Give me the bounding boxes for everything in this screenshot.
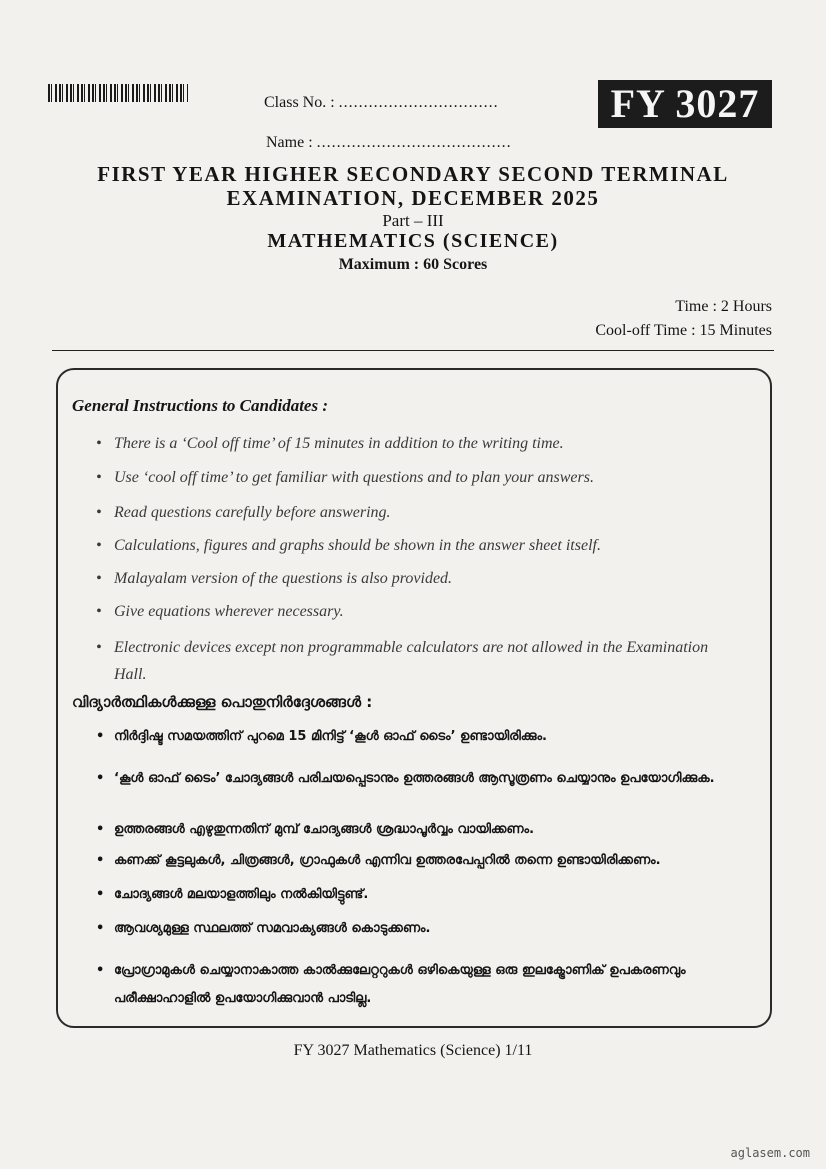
class-no-label: Class No. : [264, 94, 339, 111]
exam-part: Part – III [382, 211, 444, 230]
instruction-item: • Use ‘cool off time’ to get familiar with questions and to plan your answers. [96, 469, 736, 487]
instruction-item: • Malayalam version of the questions is also provided. [96, 570, 736, 588]
instruction-ml-list [96, 921, 736, 936]
instruction-item: • Electronic devices except non programmable calculators are not allowed in the Examination Hall. [96, 634, 736, 688]
instruction-ml-list [96, 957, 736, 1013]
class-no-dots: ................................ [338, 94, 499, 111]
cool-off-time: Cool-off Time : 15 Minutes [595, 322, 772, 339]
name-label: Name : [266, 134, 317, 151]
instruction-ml-item: • ഉത്തരങ്ങൾ എഴുതുന്നതിന് മുമ്പ് ചോദ്യങ്ങൾ ശ്രദ്ധാപൂർവ്വം വായിക്കണം. [96, 822, 736, 837]
instruction-item: • Give equations wherever necessary. [96, 603, 736, 621]
instruction-list [96, 570, 736, 588]
instruction-item: • There is a ‘Cool off time’ of 15 minutes in addition to the writing time. [96, 435, 736, 453]
barcode [48, 84, 188, 102]
instruction-list [96, 504, 736, 522]
header-divider [52, 350, 774, 351]
exam-title-line2: EXAMINATION, DECEMBER 2025 [226, 186, 600, 210]
instruction-ml-item: • പ്രോഗ്രാമുകൾ ചെയ്യാനാകാത്ത കാൽക്കുലേറ്ററുകൾ ഒഴികെയുള്ള ഒരു ഇലക്ട്രോണിക് ഉപകരണവും പരീക്ഷാഹാളിൽ ഉപയോഗിക്കുവാൻ പാടില്ല. [96, 957, 736, 1013]
instructions-heading: General Instructions to Candidates : [72, 396, 328, 415]
instruction-list [96, 469, 736, 487]
instruction-item: • Calculations, figures and graphs should be shown in the answer sheet itself. [96, 537, 736, 555]
instruction-ml-item: • ‘കൂൾ ഓഫ് ടൈം’ ചോദ്യങ്ങൾ പരിചയപ്പെടാനും ഉത്തരങ്ങൾ ആസൂത്രണം ചെയ്യാനും ഉപയോഗിക്കുക. [96, 765, 736, 793]
exam-time: Time : 2 Hours [675, 298, 772, 315]
instruction-ml-list [96, 765, 736, 793]
instruction-ml-list [96, 853, 736, 868]
instruction-ml-item: • നിർദ്ദിഷ്ട സമയത്തിന് പുറമെ 15 മിനിട്ട് ‘കൂൾ ഓഫ് ടൈം’ ഉണ്ടായിരിക്കും. [96, 729, 736, 744]
paper-code: FY 3027 [598, 80, 772, 128]
instruction-ml-list [96, 729, 736, 744]
instruction-item: • Read questions carefully before answering. [96, 504, 736, 522]
page-footer: FY 3027 Mathematics (Science) 1/11 [293, 1042, 533, 1059]
instruction-ml-item: • ചോദ്യങ്ങൾ മലയാളത്തിലും നൽകിയിട്ടുണ്ട്. [96, 887, 736, 902]
instruction-list [96, 537, 736, 555]
instruction-list [96, 435, 736, 453]
exam-subject: MATHEMATICS (SCIENCE) [267, 230, 559, 252]
name-field [266, 134, 512, 152]
name-dots: ....................................... [316, 134, 512, 151]
watermark: aglasem.com [730, 1146, 810, 1160]
instruction-ml-item: • ആവശ്യമുള്ള സ്ഥലത്ത് സമവാക്യങ്ങൾ കൊടുക്കണം. [96, 921, 736, 936]
instruction-list [96, 603, 736, 621]
instruction-ml-list [96, 822, 736, 837]
instructions-ml-heading: വിദ്യാർത്ഥികൾക്കുള്ള പൊതുനിർദ്ദേശങ്ങൾ : [72, 693, 373, 711]
instruction-ml-list [96, 887, 736, 902]
max-score: Maximum : 60 Scores [338, 256, 488, 273]
exam-title-line1: FIRST YEAR HIGHER SECONDARY SECOND TERMINAL [97, 162, 729, 186]
instruction-list [96, 634, 736, 688]
class-no-field [264, 94, 499, 112]
instruction-ml-item: • കണക്ക് കൂട്ടലുകൾ, ചിത്രങ്ങൾ, ഗ്രാഫുകൾ എന്നിവ ഉത്തരപേപ്പറിൽ തന്നെ ഉണ്ടായിരിക്കണം. [96, 853, 736, 868]
